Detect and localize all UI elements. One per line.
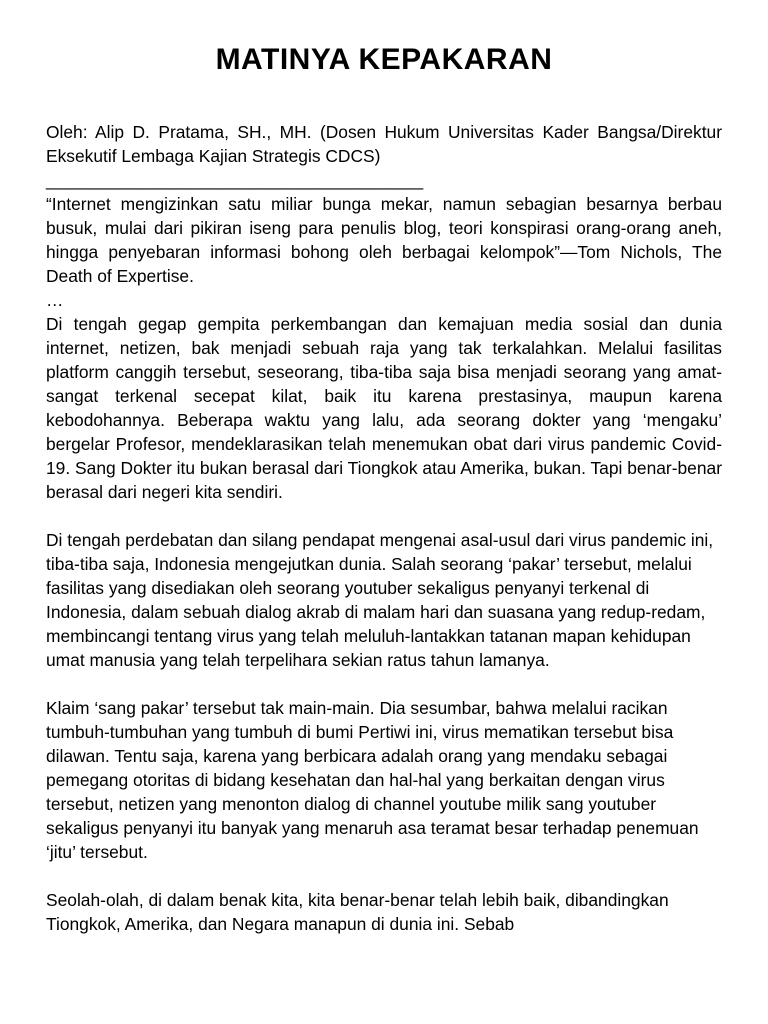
paragraph-4: Seolah-olah, di dalam benak kita, kita benar-benar telah lebih baik, dibandingkan Tiongkok, Amerika, dan Negara manapun di dunia ini. Sebab [46, 890, 669, 934]
paragraph-2: Di tengah perdebatan dan silang pendapat mengenai asal-usul dari virus pandemic ini, tiba-tiba saja, Indonesia mengejutkan dunia. Salah seorang ‘pakar’ tersebut, melalui fasilitas yang disediakan oleh seorang youtuber sekaligus penyanyi terkenal di Indonesia, dalam sebuah dialog akrab di malam hari dan suasana yang redup-redam, membincangi tentang virus yang telah meluluh-lantakkan tatanan mapan kehidupan umat manusia yang telah terpelihara sekian ratus tahun lamanya. [46, 530, 714, 670]
paragraph-1: Di tengah gegap gempita perkembangan dan kemajuan media sosial dan dunia internet, netizen, bak menjadi sebuah raja yang tak terkalahkan. Melalui fasilitas platform canggih tersebut, seseorang, tiba-tiba saja bisa menjadi seorang yang amat-sangat terkenal secepat kilat, baik itu karena prestasinya, maupun karena kebodohannya. Beberapa waktu yang lalu, ada seorang dokter yang ‘mengaku’ bergelar Profesor, mendeklarasikan telah menemukan obat dari virus pandemic Covid-19. Sang Dokter itu bukan berasal dari Tiongkok atau Amerika, bukan. Tapi benar-benar berasal dari negeri kita sendiri. [46, 314, 722, 502]
separator-line: _______________________________________ [46, 170, 424, 190]
document-body [46, 120, 722, 936]
author-line: Oleh: Alip D. Pratama, SH., MH. (Dosen Hukum Universitas Kader Bangsa/Direktur Eksekutif Lembaga Kajian Strategis CDCS) [46, 122, 722, 166]
paragraph-gap [46, 504, 722, 528]
ellipsis: … [46, 290, 64, 310]
epigraph-quote: “Internet mengizinkan satu miliar bunga mekar, namun sebagian besarnya berbau busuk, mulai dari pikiran iseng para penulis blog, teori konspirasi orang-orang aneh, hingga penyebaran informasi bohong oleh berbagai kelompok”—Tom Nichols, The Death of Expertise. [46, 194, 722, 286]
paragraph-gap [46, 672, 722, 696]
paragraph-3: Klaim ‘sang pakar’ tersebut tak main-main. Dia sesumbar, bahwa melalui racikan tumbuh-tumbuhan yang tumbuh di bumi Pertiwi ini, virus mematikan tersebut bisa dilawan. Tentu saja, karena yang berbicara adalah orang yang mendaku sebagai pemegang otoritas di bidang kesehatan dan hal-hal yang berkaitan dengan virus tersebut, netizen yang menonton dialog di channel youtube milik sang youtuber sekaligus penyanyi itu banyak yang menaruh asa teramat besar terhadap penemuan ‘jitu’ tersebut. [46, 698, 699, 862]
document-title: MATINYA KEPAKARAN [215, 43, 553, 76]
paragraph-gap [46, 864, 722, 888]
